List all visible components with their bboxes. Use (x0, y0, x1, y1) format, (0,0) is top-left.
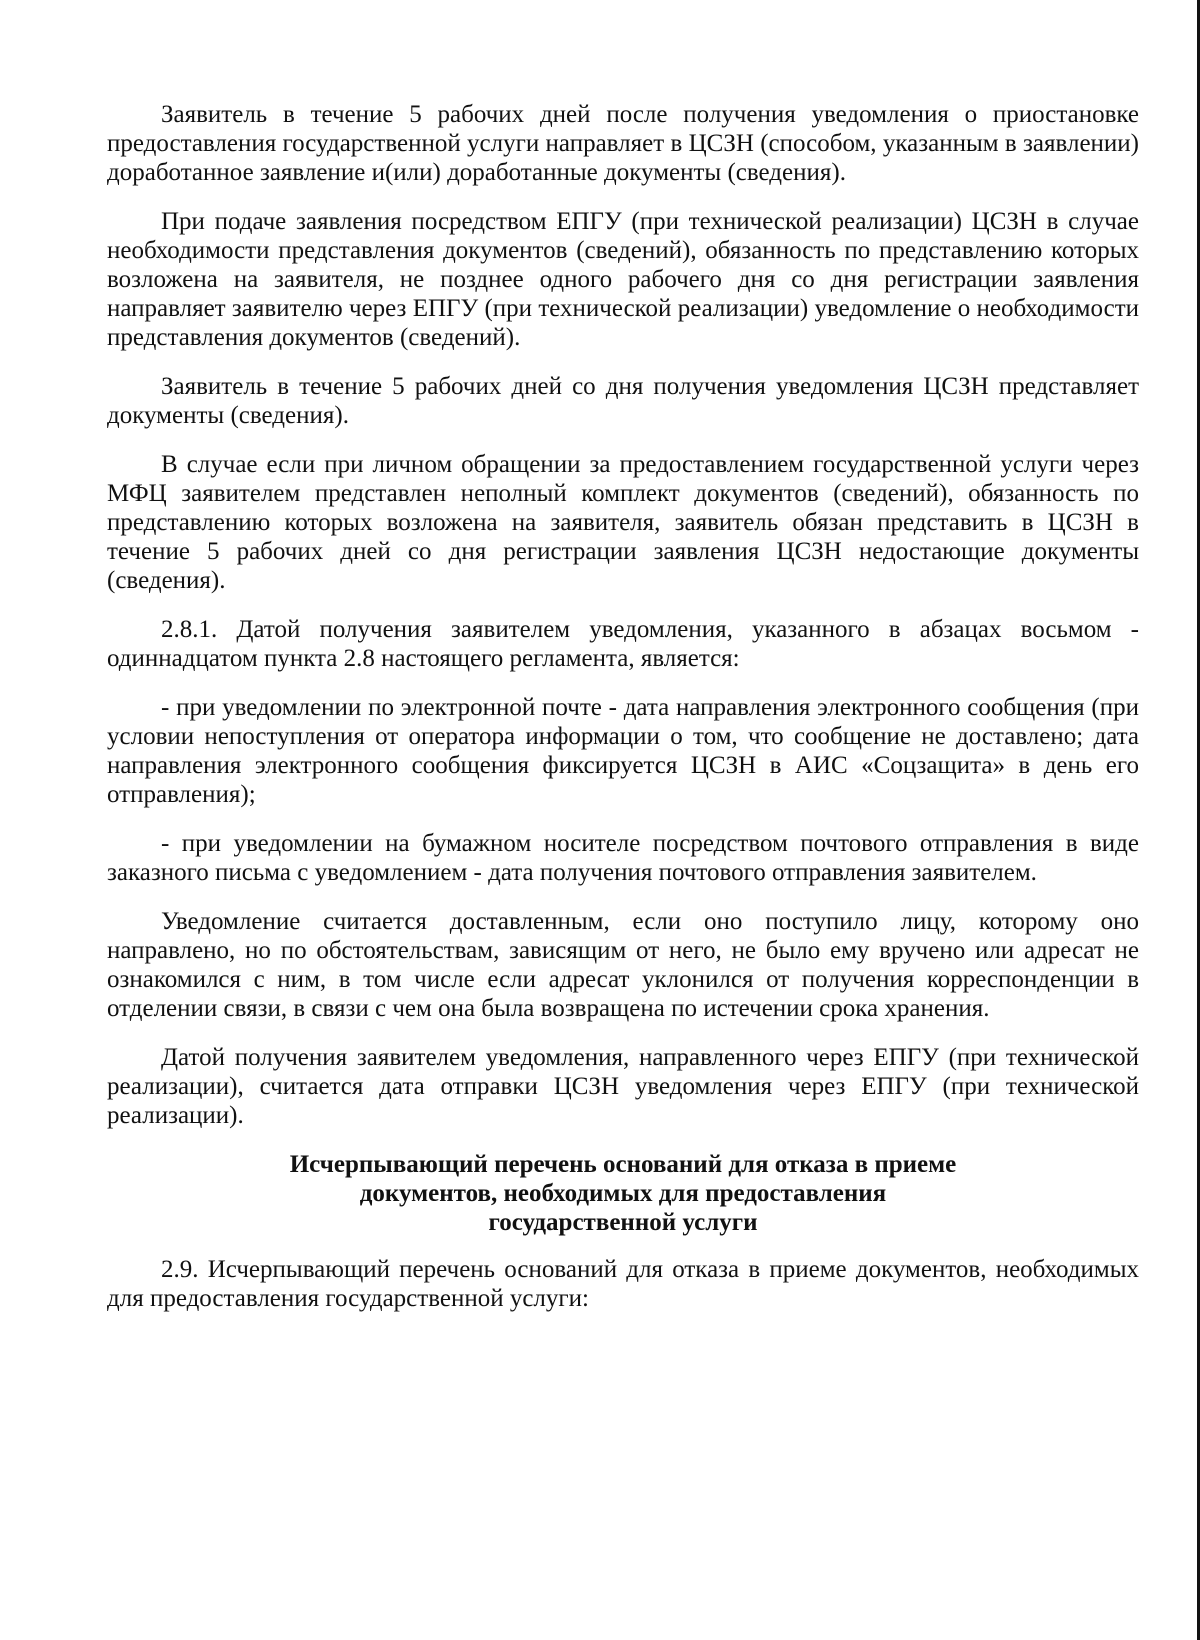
paragraph-7: - при уведомлении на бумажном носителе посредством почтового отправления в виде заказного письма с уведомлением - дата получения почтового отправления заявителем. (107, 830, 1139, 886)
section-heading-line-3: государственной услуги (488, 1209, 758, 1236)
section-heading-line-2: документов, необходимых для предоставления (359, 1180, 887, 1207)
paragraph-3: Заявитель в течение 5 рабочих дней со дня получения уведомления ЦСЗН представляет документы (сведения). (107, 373, 1139, 429)
paragraph-1: Заявитель в течение 5 рабочих дней после получения уведомления о приостановке предоставления государственной услуги направляет в ЦСЗН (способом, указанным в заявлении) доработанное заявление и(или) доработанные документы (сведения). (107, 101, 1139, 186)
paragraph-6: - при уведомлении по электронной почте - дата направления электронного сообщения (при условии непоступления от оператора информации о том, что сообщение не доставлено; дата направления электронного сообщения фиксируется ЦСЗН в АИС «Соцзащита» в день его отправления); (107, 694, 1139, 808)
paragraph-4: В случае если при личном обращении за предоставлением государственной услуги через МФЦ заявителем представлен неполный комплект документов (сведений), обязанность по представлению которых возложена на заявителя, заявитель обязан представить в ЦСЗН в течение 5 рабочих дней со дня регистрации заявления ЦСЗН недостающие документы (сведения). (107, 451, 1139, 594)
section-heading (107, 1150, 1139, 1237)
paragraph-9: Датой получения заявителем уведомления, направленного через ЕПГУ (при технической реализации), считается дата отправки ЦСЗН уведомления через ЕПГУ (при технической реализации). (107, 1044, 1139, 1129)
paragraph-5: 2.8.1. Датой получения заявителем уведомления, указанного в абзацах восьмом - одиннадцатом пункта 2.8 настоящего регламента, является: (107, 616, 1139, 672)
document-body (107, 100, 1139, 1333)
section-heading-line-1: Исчерпывающий перечень оснований для отказа в приеме (289, 1151, 957, 1178)
paragraph-2: При подаче заявления посредством ЕПГУ (при технической реализации) ЦСЗН в случае необходимости представления документов (сведений), обязанность по представлению которых возложена на заявителя, не позднее одного рабочего дня со дня регистрации заявления направляет заявителю через ЕПГУ (при технической реализации) уведомление о необходимости представления документов (сведений). (107, 208, 1139, 351)
paragraph-2-9: 2.9. Исчерпывающий перечень оснований для отказа в приеме документов, необходимых для предоставления государственной услуги: (107, 1256, 1139, 1312)
paragraph-8: Уведомление считается доставленным, если оно поступило лицу, которому оно направлено, но по обстоятельствам, зависящим от него, не было ему вручено или адресат не ознакомился с ним, в том числе если адресат уклонился от получения корреспонденции в отделении связи, в связи с чем она была возвращена по истечении срока хранения. (107, 908, 1139, 1022)
